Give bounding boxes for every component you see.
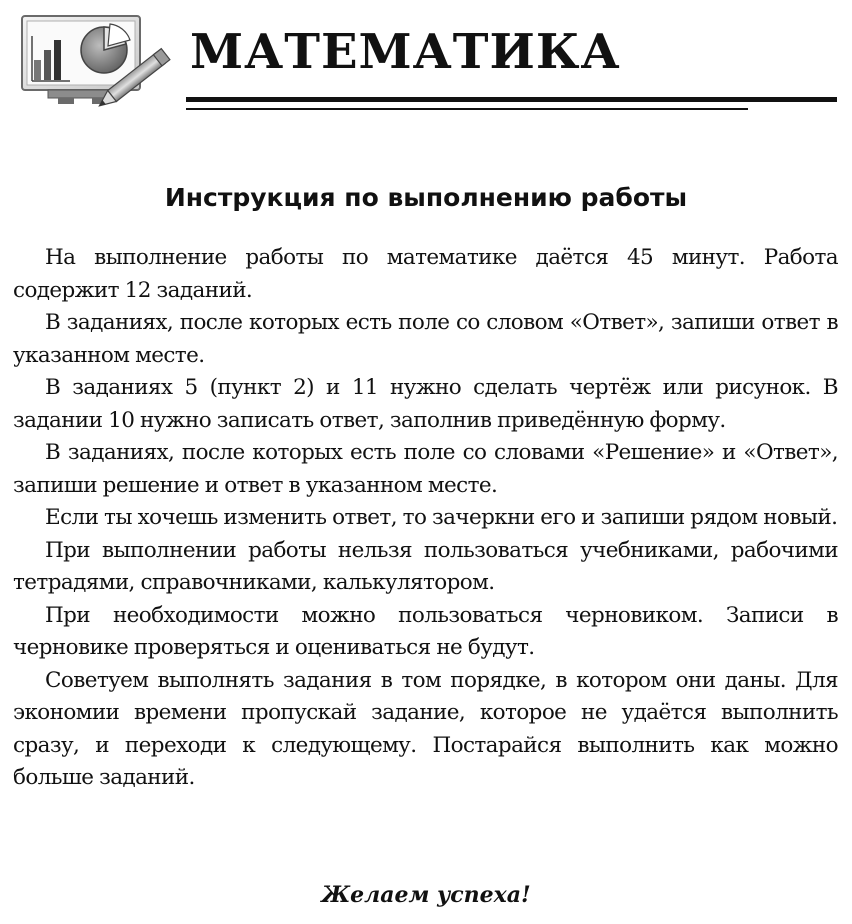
page-header [0,0,852,130]
instruction-paragraph: Советуем выполнять задания в том порядке, в котором они даны. Для экономии времени пропускай задание, которое не удаётся выполнить сразу, и переходи к следующему. Постарайся выполнить как можно больше заданий. [13,667,838,790]
subject-title: МАТЕМАТИКА [190,24,621,80]
instruction-paragraph: В заданиях 5 (пункт 2) и 11 нужно сделать чертёж или рисунок. В задании 10 нужно записать ответ, заполнив приведённую форму. [13,375,838,433]
instruction-paragraph: На выполнение работы по математике даётся 45 минут. Работа содержит 12 заданий. [13,245,838,303]
instruction-paragraph: В заданиях, после которых есть поле со словом «Ответ», запиши ответ в указанном месте. [13,310,838,368]
instruction-paragraph: В заданиях, после которых есть поле со словами «Решение» и «Ответ», запиши решение и ответ в указанном месте. [13,440,838,498]
instruction-paragraph: Если ты хочешь изменить ответ, то зачеркни его и запиши рядом новый. [45,505,838,530]
header-rule-thin [186,108,748,110]
closing-wish: Желаем успеха! [321,882,531,908]
header-rule-thick [186,97,837,102]
instruction-paragraph: При выполнении работы нельзя пользоваться учебниками, рабочими тетрадями, справочниками, калькулятором. [13,537,838,595]
instruction-paragraph: При необходимости можно пользоваться черновиком. Записи в черновике проверяться и оцениваться не будут. [13,602,838,660]
instructions-body [13,242,838,795]
chart-board-pencil-icon [18,10,178,114]
instructions-heading: Инструкция по выполнению работы [164,183,688,212]
